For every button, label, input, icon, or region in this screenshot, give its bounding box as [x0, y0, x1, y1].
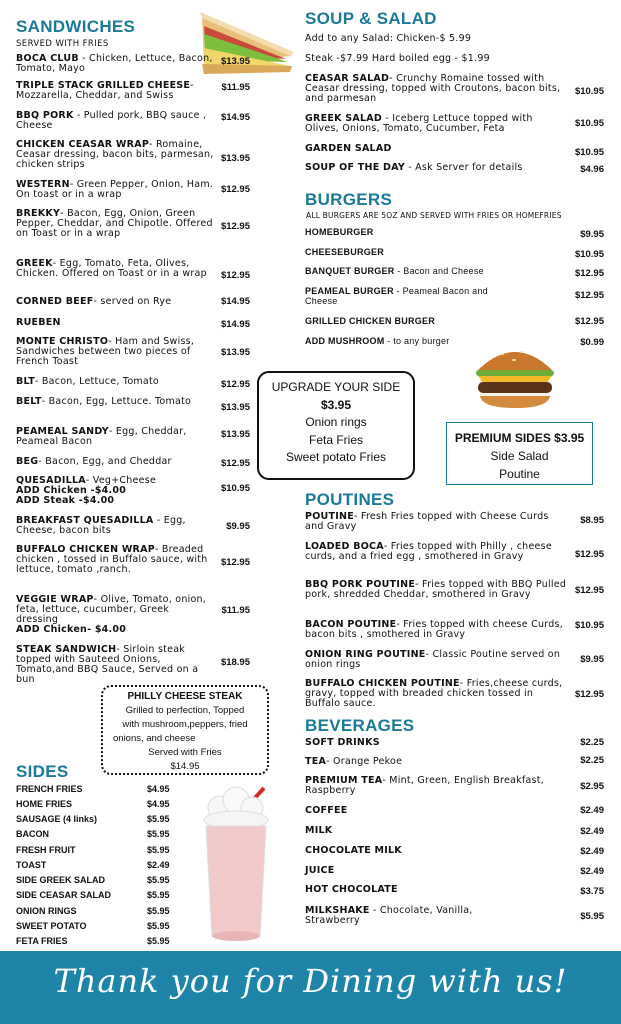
menu-item: SOUP OF THE DAY - Ask Server for details	[305, 162, 523, 173]
item-price: $10.95	[574, 620, 604, 631]
side-item: HOME FRIES	[16, 799, 73, 809]
menu-item: VEGGIE WRAP- Olive, Tomato, onion, feta, lettuce, cucumber, Greek dressing ADD Chicken- $4.00	[16, 594, 207, 635]
premium-sides-box	[446, 422, 593, 485]
menu-item: BREAKFAST QUESADILLA - Egg, Cheese, bacon bits	[16, 515, 186, 536]
item-price: $13.95	[220, 402, 250, 413]
thank-you-message: Thank you for Dining with us!	[53, 962, 568, 1000]
philly-served-with: Served with Fries	[148, 747, 222, 758]
item-price: $12.95	[220, 458, 250, 469]
upgrade-option: Feta Fries	[308, 432, 363, 447]
menu-item: PEAMEAL SANDY- Egg, Cheddar, Peameal Bacon	[16, 426, 187, 447]
menu-item: BBQ PORK POUTINE- Fries topped with BBQ Pulled pork, shredded Cheddar, smothered in Gravy	[305, 579, 567, 600]
menu-item: GREEK SALAD - Iceberg Lettuce topped with Olives, Onions, Tomato, Cucumber, Feta	[305, 113, 533, 134]
side-price: $5.95	[147, 921, 170, 931]
menu-item: QUESADILLA- Veg+Cheese ADD Chicken -$4.00 ADD Steak -$4.00	[16, 475, 157, 506]
item-price: $4.96	[580, 164, 604, 175]
menu-item: TRIPLE STACK GRILLED CHEESE- Mozzarella, Cheddar, and Swiss	[16, 80, 194, 101]
side-item: FRENCH FRIES	[16, 784, 83, 794]
item-price: $2.49	[580, 846, 604, 857]
salad-addon: Steak -$7.99 Hard boiled egg - $1.99	[305, 53, 490, 64]
menu-item: PEAMEAL BURGER - Peameal Bacon and Cheese	[305, 286, 488, 306]
item-price: $9.95	[580, 654, 604, 665]
menu-item: BEG- Bacon, Egg, and Cheddar	[16, 456, 172, 467]
menu-item: BLT- Bacon, Lettuce, Tomato	[16, 376, 159, 387]
item-price: $18.95	[220, 657, 250, 668]
menu-item: BBQ PORK - Pulled pork, BBQ sauce , Cheese	[16, 110, 207, 131]
menu-item: MILK	[305, 825, 333, 836]
soup-salad-heading: SOUP & SALAD	[305, 9, 437, 28]
side-item: ONION RINGS	[16, 906, 77, 916]
item-price: $5.95	[580, 911, 604, 922]
item-price: $12.95	[574, 689, 604, 700]
menu-item: POUTINE- Fresh Fries topped with Cheese Curds and Gravy	[305, 511, 549, 532]
burgers-subtitle: ALL BURGERS ARE 5OZ AND SERVED WITH FRIES OR HOMEFRIES	[306, 211, 562, 220]
menu-item: MONTE CHRISTO- Ham and Swiss, Sandwiches between two pieces of French Toast	[16, 336, 195, 367]
menu-item: HOMEBURGER	[305, 227, 374, 237]
menu-item: ONION RING POUTINE- Classic Poutine served on onion rings	[305, 649, 561, 670]
item-price: $12.95	[574, 549, 604, 560]
menu-item: BUFFALO CHICKEN POUTINE- Fries,cheese curds, gravy, topped with breaded chicken tossed in Buffalo sauce.	[305, 678, 563, 709]
item-price: $2.25	[580, 755, 604, 766]
side-price: $4.95	[147, 799, 170, 809]
menu-item: PREMIUM TEA- Mint, Green, English Breakfast, Raspberry	[305, 775, 545, 796]
item-price: $10.95	[574, 86, 604, 97]
upgrade-price: $3.95	[320, 397, 352, 412]
item-price: $12.95	[220, 270, 250, 281]
item-price: $11.95	[221, 605, 250, 616]
side-item: SWEET POTATO	[16, 921, 87, 931]
item-price: $12.95	[574, 316, 604, 327]
premium-title: PREMIUM SIDES $3.95	[454, 431, 585, 445]
item-price: $2.49	[580, 826, 604, 837]
salad-addon: Add to any Salad: Chicken-$ 5.99	[305, 33, 472, 44]
philly-price: $14.95	[170, 761, 200, 772]
item-price: $9.95	[580, 229, 604, 240]
item-price: $14.95	[220, 296, 250, 307]
upgrade-option: Onion rings	[305, 415, 367, 429]
side-price: $2.49	[147, 860, 170, 870]
item-price: $9.95	[226, 521, 250, 532]
item-price: $10.95	[220, 483, 250, 494]
sides-heading: SIDES	[16, 762, 69, 781]
menu-item: BACON POUTINE- Fries topped with cheese Curds, bacon bits , smothered in Gravy	[305, 619, 563, 640]
premium-option: Side Salad	[490, 449, 549, 463]
upgrade-side-box	[257, 371, 415, 480]
milkshake-image	[198, 786, 276, 944]
menu-item: SOFT DRINKS	[305, 737, 380, 748]
item-price: $12.95	[574, 268, 604, 279]
item-price: $2.49	[580, 866, 604, 877]
upgrade-title: UPGRADE YOUR SIDE	[271, 380, 401, 394]
menu-item: CHEESEBURGER	[305, 247, 385, 257]
item-price: $3.75	[580, 886, 604, 897]
side-price: $5.95	[147, 845, 170, 855]
menu-item: GARDEN SALAD	[305, 143, 392, 154]
side-item: FETA FRIES	[16, 936, 68, 946]
side-item: SIDE GREEK SALAD	[16, 875, 106, 885]
menu-item: ADD MUSHROOM - to any burger	[305, 336, 450, 346]
menu-item: LOADED BOCA- Fries topped with Philly , cheese curds, and a fried egg , smothered in Gravy	[305, 541, 552, 562]
item-price: $13.95	[220, 429, 250, 440]
menu-item: HOT CHOCOLATE	[305, 884, 398, 895]
side-item: SIDE CEASAR SALAD	[16, 890, 112, 900]
item-price: $8.95	[580, 515, 604, 526]
item-price: $13.95	[220, 153, 250, 164]
menu-item: JUICE	[305, 865, 335, 876]
item-price: $2.49	[580, 805, 604, 816]
menu-item: COFFEE	[305, 805, 348, 816]
menu-item: TEA- Orange Pekoe	[305, 756, 403, 767]
burgers-heading: BURGERS	[305, 190, 393, 209]
menu-item: BELT- Bacon, Egg, Lettuce. Tomato	[16, 396, 192, 407]
sandwiches-heading: SANDWICHES	[16, 17, 136, 36]
item-price: $13.95	[220, 347, 250, 358]
item-price: $10.95	[574, 118, 604, 129]
menu-item: CEASAR SALAD- Crunchy Romaine tossed with Ceasar dressing, topped with Croutons, bacon bits, and parmesan	[305, 73, 561, 104]
item-price: $10.95	[574, 147, 604, 158]
item-price: $12.95	[220, 379, 250, 390]
side-price: $5.95	[147, 890, 170, 900]
philly-cheese-steak-box	[101, 685, 269, 775]
menu-item: BOCA CLUB - Chicken, Lettuce, Bacon, Tomato, Mayo	[16, 53, 213, 74]
menu-item: CORNED BEEF- served on Rye	[16, 296, 172, 307]
item-price: $2.95	[580, 781, 604, 792]
menu-item: GRILLED CHICKEN BURGER	[305, 316, 436, 326]
item-price: $12.95	[574, 585, 604, 596]
menu-item: STEAK SANDWICH- Sirloin steak topped with Sauteed Onions, Tomato,and BBQ Sauce, Served on a bun	[16, 644, 199, 685]
menu-item: BUFFALO CHICKEN WRAP- Breaded chicken , tossed in Buffalo sauce, with lettuce, tomato ,ranch.	[16, 544, 208, 575]
beverages-heading: BEVERAGES	[305, 716, 415, 735]
side-price: $5.95	[147, 906, 170, 916]
side-price: $5.95	[147, 829, 170, 839]
item-price: $14.95	[220, 319, 250, 330]
philly-desc-line: with mushroom,peppers, fried	[122, 719, 248, 730]
sandwiches-subtitle: SERVED WITH FRIES	[16, 39, 109, 49]
menu-item: MILKSHAKE - Chocolate, Vanilla, Strawberry	[305, 905, 473, 926]
side-price: $5.95	[147, 875, 170, 885]
side-item: BACON	[16, 829, 49, 839]
premium-option: Poutine	[499, 467, 540, 481]
menu-item: CHICKEN CEASAR WRAP- Romaine, Ceasar dressing, bacon bits, parmesan, chicken strips	[16, 139, 214, 170]
item-price: $12.95	[220, 221, 250, 232]
menu-item: WESTERN- Green Pepper, Onion, Ham. On toast or in a wrap	[16, 179, 214, 200]
menu-item: RUEBEN	[16, 317, 61, 328]
item-price: $0.99	[580, 337, 604, 348]
philly-desc-line: onions, and cheese	[113, 733, 196, 744]
philly-title: PHILLY CHEESE STEAK	[127, 691, 243, 702]
menu-item: BANQUET BURGER - Bacon and Cheese	[305, 266, 484, 276]
side-item: SAUSAGE (4 links)	[16, 814, 98, 824]
side-price: $4.95	[147, 784, 170, 794]
side-price: $5.95	[147, 936, 170, 946]
upgrade-option: Sweet potato Fries	[285, 450, 387, 464]
item-price: $12.95	[574, 290, 604, 301]
item-price: $2.25	[580, 737, 604, 748]
item-price: $14.95	[220, 112, 250, 123]
menu-item: CHOCOLATE MILK	[305, 845, 402, 856]
menu-item: BREKKY- Bacon, Egg, Onion, Green Pepper, Cheddar, and Chipotle. Offered on Toast or in a wrap	[16, 208, 213, 239]
side-item: FRESH FRUIT	[16, 845, 76, 855]
item-price: $11.95	[221, 82, 250, 93]
item-price: $12.95	[220, 557, 250, 568]
philly-desc-line: Grilled to perfection, Topped	[125, 705, 245, 716]
menu-item: GREEK- Egg, Tomato, Feta, Olives, Chicken. Offered on Toast or in a wrap	[16, 258, 207, 279]
side-item: TOAST	[16, 860, 47, 870]
item-price: $12.95	[220, 184, 250, 195]
poutines-heading: POUTINES	[305, 490, 395, 509]
item-price: $10.95	[574, 249, 604, 260]
burger-image	[472, 340, 558, 410]
item-price: $13.95	[220, 56, 250, 67]
side-price: $5.95	[147, 814, 170, 824]
